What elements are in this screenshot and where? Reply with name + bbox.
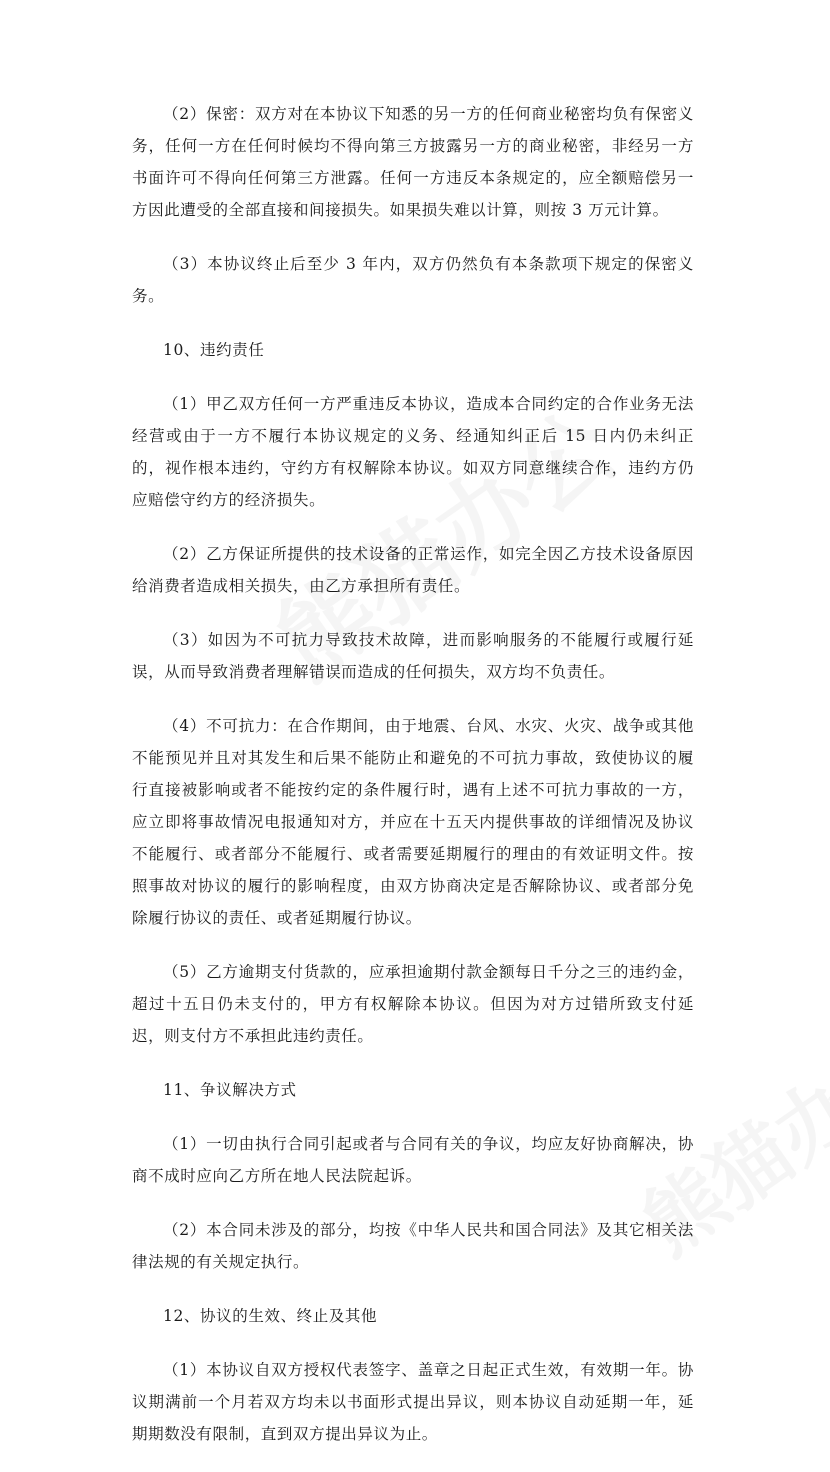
clause-10-2: （2）乙方保证所提供的技术设备的正常运作，如完全因乙方技术设备原因给消费者造成相关损失，由乙方承担所有责任。 xyxy=(132,545,694,595)
clause-11-1: （1）一切由执行合同引起或者与合同有关的争议，均应友好协商解决，协商不成时应向乙方所在地人民法院起诉。 xyxy=(132,1135,694,1185)
document-body xyxy=(132,98,694,1472)
clause-12-1: （1）本协议自双方授权代表签字、盖章之日起正式生效，有效期一年。协议期满前一个月若双方均未以书面形式提出异议，则本协议自动延期一年，延期期数没有限制，直到双方提出异议为止。 xyxy=(132,1361,694,1443)
clause-10-1: （1）甲乙双方任何一方严重违反本协议，造成本合同约定的合作业务无法经营或由于一方不履行本协议规定的义务、经通知纠正后 15 日内仍未纠正的，视作根本违约，守约方有权解除本协议。如双方同意继续合作，违约方仍应赔偿守约方的经济损失。 xyxy=(132,395,694,509)
section-heading-12: 12、协议的生效、终止及其他 xyxy=(163,1307,378,1325)
clause-9-3-confidentiality-term: （3）本协议终止后至少 3 年内，双方仍然负有本条款项下规定的保密义务。 xyxy=(132,255,694,305)
clause-11-2: （2）本合同未涉及的部分，均按《中华人民共和国合同法》及其它相关法律法规的有关规定执行。 xyxy=(132,1221,694,1271)
section-heading-11: 11、争议解决方式 xyxy=(163,1081,297,1099)
clause-10-5: （5）乙方逾期支付货款的，应承担逾期付款金额每日千分之三的违约金，超过十五日仍未支付的，甲方有权解除本协议。但因为对方过错所致支付延迟，则支付方不承担此违约责任。 xyxy=(132,963,694,1045)
clause-10-3: （3）如因为不可抗力导致技术故障，进而影响服务的不能履行或履行延误，从而导致消费者理解错误而造成的任何损失，双方均不负责任。 xyxy=(132,631,694,681)
section-heading-10: 10、违约责任 xyxy=(163,341,265,359)
clause-9-2-confidentiality: （2）保密：双方对在本协议下知悉的另一方的任何商业秘密均负有保密义务，任何一方在任何时候均不得向第三方披露另一方的商业秘密，非经另一方书面许可不得向任何第三方泄露。任何一方违反本条规定的，应全额赔偿另一方因此遭受的全部直接和间接损失。如果损失难以计算，则按 3 万元计算。 xyxy=(132,105,694,219)
clause-10-4-force-majeure: （4）不可抗力：在合作期间，由于地震、台风、水灾、火灾、战争或其他不能预见并且对其发生和后果不能防止和避免的不可抗力事故，致使协议的履行直接被影响或者不能按约定的条件履行时，遇有上述不可抗力事故的一方，应立即将事故情况电报通知对方，并应在十五天内提供事故的详细情况及协议不能履行、或者部分不能履行、或者需要延期履行的理由的有效证明文件。按照事故对协议的履行的影响程度，由双方协商决定是否解除协议、或者部分免除履行协议的责任、或者延期履行协议。 xyxy=(132,717,694,927)
